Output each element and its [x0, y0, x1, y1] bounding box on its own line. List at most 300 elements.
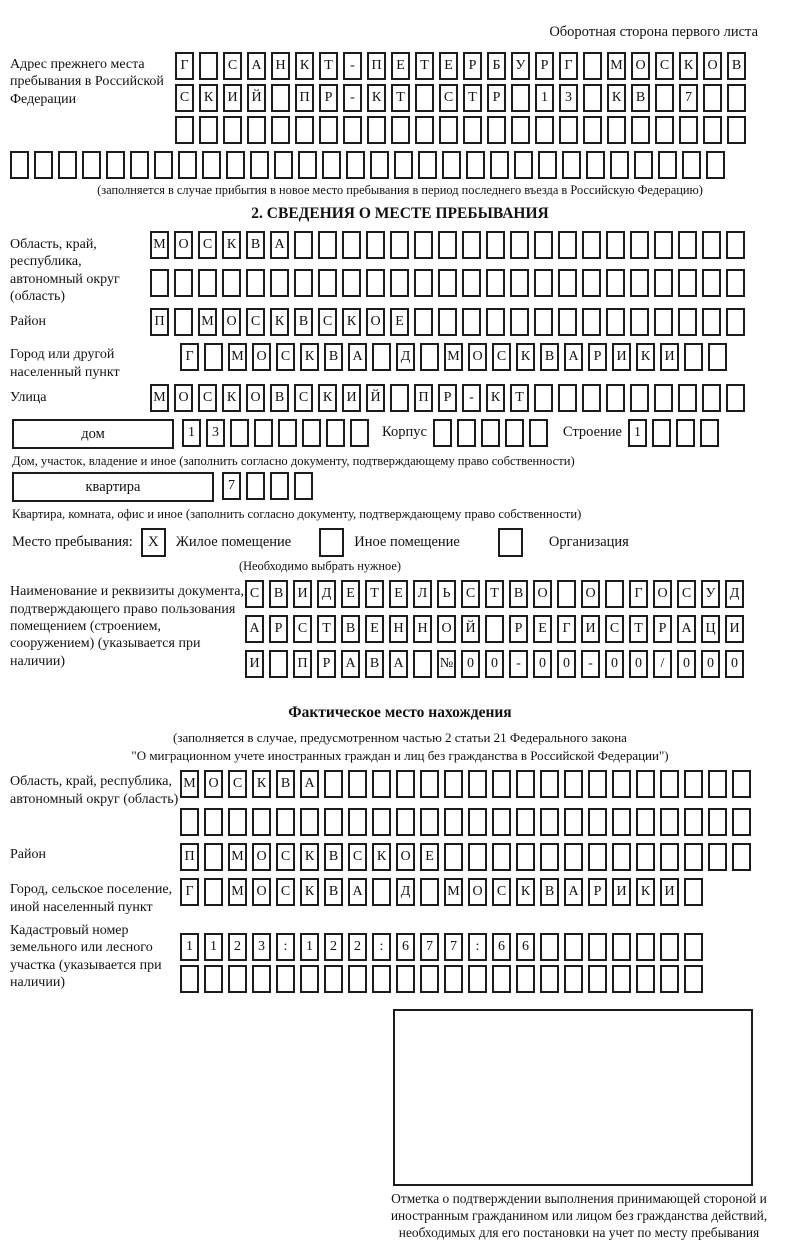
char-cell[interactable]: К	[607, 84, 626, 112]
char-cell[interactable]	[319, 116, 338, 144]
char-cell[interactable]	[612, 965, 631, 993]
char-cell[interactable]	[372, 343, 391, 371]
char-cell[interactable]: М	[444, 878, 463, 906]
char-cell[interactable]: С	[175, 84, 194, 112]
char-cell[interactable]: 2	[228, 933, 247, 961]
char-cell[interactable]	[174, 308, 193, 336]
char-cell[interactable]: С	[439, 84, 458, 112]
char-cell[interactable]: В	[341, 615, 360, 643]
char-cell[interactable]: 0	[725, 650, 744, 678]
char-cell[interactable]	[276, 808, 295, 836]
char-cell[interactable]: 2	[324, 933, 343, 961]
char-cell[interactable]	[180, 808, 199, 836]
char-cell[interactable]	[468, 770, 487, 798]
char-cell[interactable]	[204, 843, 223, 871]
char-cell[interactable]: Д	[317, 580, 336, 608]
char-cell[interactable]: О	[252, 843, 271, 871]
char-cell[interactable]: В	[324, 343, 343, 371]
char-cell[interactable]: 0	[557, 650, 576, 678]
char-cell[interactable]: Н	[389, 615, 408, 643]
char-cell[interactable]	[298, 151, 317, 179]
char-cell[interactable]: О	[437, 615, 456, 643]
char-cell[interactable]: 6	[396, 933, 415, 961]
char-cell[interactable]	[269, 650, 288, 678]
char-cell[interactable]	[679, 116, 698, 144]
char-cell[interactable]	[684, 933, 703, 961]
char-cell[interactable]	[535, 116, 554, 144]
char-cell[interactable]	[10, 151, 29, 179]
char-cell[interactable]	[511, 84, 530, 112]
char-cell[interactable]	[676, 419, 695, 447]
char-cell[interactable]	[607, 116, 626, 144]
char-cell[interactable]: Е	[420, 843, 439, 871]
char-cell[interactable]	[658, 151, 677, 179]
char-cell[interactable]	[226, 151, 245, 179]
char-cell[interactable]	[540, 933, 559, 961]
char-cell[interactable]	[564, 965, 583, 993]
char-cell[interactable]: 0	[533, 650, 552, 678]
char-cell[interactable]: К	[636, 343, 655, 371]
char-cell[interactable]: А	[270, 231, 289, 259]
char-cell[interactable]	[372, 965, 391, 993]
char-cell[interactable]: А	[247, 52, 266, 80]
char-cell[interactable]	[510, 231, 529, 259]
char-cell[interactable]	[230, 419, 249, 447]
char-cell[interactable]	[326, 419, 345, 447]
char-cell[interactable]	[557, 580, 576, 608]
char-cell[interactable]	[631, 116, 650, 144]
char-cell[interactable]	[250, 151, 269, 179]
char-cell[interactable]	[463, 116, 482, 144]
char-cell[interactable]	[610, 151, 629, 179]
char-cell[interactable]: К	[222, 384, 241, 412]
char-cell[interactable]: Й	[247, 84, 266, 112]
char-cell[interactable]	[367, 116, 386, 144]
char-cell[interactable]	[630, 231, 649, 259]
char-cell[interactable]: Д	[396, 343, 415, 371]
char-cell[interactable]: -	[343, 52, 362, 80]
char-cell[interactable]: Р	[588, 878, 607, 906]
char-cell[interactable]: О	[204, 770, 223, 798]
char-cell[interactable]: 6	[516, 933, 535, 961]
char-cell[interactable]	[702, 231, 721, 259]
char-cell[interactable]	[396, 965, 415, 993]
char-cell[interactable]	[396, 808, 415, 836]
char-cell[interactable]: -	[509, 650, 528, 678]
char-cell[interactable]	[534, 308, 553, 336]
char-cell[interactable]	[660, 808, 679, 836]
char-cell[interactable]: И	[660, 343, 679, 371]
char-cell[interactable]: :	[276, 933, 295, 961]
char-cell[interactable]	[394, 151, 413, 179]
char-cell[interactable]	[414, 269, 433, 297]
char-cell[interactable]	[130, 151, 149, 179]
char-cell[interactable]: Г	[559, 52, 578, 80]
char-cell[interactable]	[438, 231, 457, 259]
char-cell[interactable]	[294, 269, 313, 297]
char-cell[interactable]	[346, 151, 365, 179]
char-cell[interactable]: Л	[413, 580, 432, 608]
char-cell[interactable]: :	[372, 933, 391, 961]
char-cell[interactable]: О	[246, 384, 265, 412]
char-cell[interactable]	[588, 933, 607, 961]
char-cell[interactable]: И	[342, 384, 361, 412]
char-cell[interactable]: С	[198, 231, 217, 259]
char-cell[interactable]	[564, 933, 583, 961]
char-cell[interactable]	[582, 384, 601, 412]
char-cell[interactable]: М	[228, 878, 247, 906]
char-cell[interactable]: В	[269, 580, 288, 608]
char-cell[interactable]	[583, 116, 602, 144]
char-cell[interactable]: 1	[182, 419, 201, 447]
char-cell[interactable]	[606, 269, 625, 297]
char-cell[interactable]	[630, 384, 649, 412]
char-cell[interactable]	[204, 878, 223, 906]
char-cell[interactable]: Ь	[437, 580, 456, 608]
char-cell[interactable]	[559, 116, 578, 144]
char-cell[interactable]	[538, 151, 557, 179]
char-cell[interactable]: В	[270, 384, 289, 412]
char-cell[interactable]	[505, 419, 524, 447]
char-cell[interactable]: П	[367, 52, 386, 80]
char-cell[interactable]: Й	[366, 384, 385, 412]
char-cell[interactable]: 3	[206, 419, 225, 447]
char-cell[interactable]	[324, 965, 343, 993]
char-cell[interactable]	[612, 770, 631, 798]
char-cell[interactable]	[678, 231, 697, 259]
char-cell[interactable]: Е	[389, 580, 408, 608]
char-cell[interactable]: 1	[180, 933, 199, 961]
char-cell[interactable]	[606, 231, 625, 259]
char-cell[interactable]: В	[324, 878, 343, 906]
char-cell[interactable]	[492, 770, 511, 798]
char-cell[interactable]	[562, 151, 581, 179]
char-cell[interactable]: :	[468, 933, 487, 961]
char-cell[interactable]	[82, 151, 101, 179]
char-cell[interactable]	[414, 308, 433, 336]
char-cell[interactable]: Г	[180, 343, 199, 371]
char-cell[interactable]: Р	[487, 84, 506, 112]
char-cell[interactable]	[726, 308, 745, 336]
char-cell[interactable]: К	[318, 384, 337, 412]
char-cell[interactable]	[708, 343, 727, 371]
char-cell[interactable]: М	[180, 770, 199, 798]
char-cell[interactable]	[582, 308, 601, 336]
char-cell[interactable]: О	[366, 308, 385, 336]
char-cell[interactable]: К	[222, 231, 241, 259]
char-cell[interactable]	[178, 151, 197, 179]
char-cell[interactable]	[490, 151, 509, 179]
char-cell[interactable]: Е	[341, 580, 360, 608]
char-cell[interactable]: 0	[701, 650, 720, 678]
char-cell[interactable]	[420, 965, 439, 993]
char-cell[interactable]: К	[636, 878, 655, 906]
char-cell[interactable]	[433, 419, 452, 447]
char-cell[interactable]	[684, 878, 703, 906]
char-cell[interactable]	[175, 116, 194, 144]
char-cell[interactable]: Е	[439, 52, 458, 80]
char-cell[interactable]: В	[540, 343, 559, 371]
char-cell[interactable]	[372, 770, 391, 798]
char-cell[interactable]	[582, 269, 601, 297]
char-cell[interactable]	[468, 965, 487, 993]
char-cell[interactable]	[350, 419, 369, 447]
char-cell[interactable]	[486, 308, 505, 336]
char-cell[interactable]	[462, 269, 481, 297]
char-cell[interactable]	[636, 808, 655, 836]
char-cell[interactable]: К	[516, 343, 535, 371]
char-cell[interactable]	[302, 419, 321, 447]
char-cell[interactable]	[702, 308, 721, 336]
char-cell[interactable]: Т	[365, 580, 384, 608]
char-cell[interactable]: О	[396, 843, 415, 871]
char-cell[interactable]: С	[293, 615, 312, 643]
char-cell[interactable]	[540, 770, 559, 798]
char-cell[interactable]	[630, 269, 649, 297]
char-cell[interactable]	[678, 308, 697, 336]
char-cell[interactable]	[444, 965, 463, 993]
char-cell[interactable]: С	[294, 384, 313, 412]
char-cell[interactable]: №	[437, 650, 456, 678]
char-cell[interactable]: 3	[252, 933, 271, 961]
char-cell[interactable]	[564, 843, 583, 871]
char-cell[interactable]	[636, 843, 655, 871]
char-cell[interactable]	[612, 808, 631, 836]
char-cell[interactable]: С	[492, 878, 511, 906]
char-cell[interactable]	[444, 808, 463, 836]
char-cell[interactable]	[708, 843, 727, 871]
char-cell[interactable]	[588, 843, 607, 871]
char-cell[interactable]	[300, 808, 319, 836]
char-cell[interactable]	[636, 933, 655, 961]
char-cell[interactable]: О	[222, 308, 241, 336]
char-cell[interactable]	[606, 384, 625, 412]
char-cell[interactable]	[492, 843, 511, 871]
char-cell[interactable]: В	[365, 650, 384, 678]
char-cell[interactable]	[708, 770, 727, 798]
char-cell[interactable]	[276, 965, 295, 993]
char-cell[interactable]	[154, 151, 173, 179]
char-cell[interactable]	[558, 269, 577, 297]
char-cell[interactable]	[300, 965, 319, 993]
char-cell[interactable]: 7	[444, 933, 463, 961]
char-cell[interactable]	[516, 770, 535, 798]
char-cell[interactable]	[726, 269, 745, 297]
char-cell[interactable]	[420, 343, 439, 371]
char-cell[interactable]	[655, 116, 674, 144]
checkbox-organization[interactable]	[498, 528, 523, 557]
char-cell[interactable]	[540, 808, 559, 836]
char-cell[interactable]	[564, 770, 583, 798]
char-cell[interactable]: К	[252, 770, 271, 798]
char-cell[interactable]: 0	[677, 650, 696, 678]
char-cell[interactable]: 6	[492, 933, 511, 961]
char-cell[interactable]: Т	[485, 580, 504, 608]
char-cell[interactable]: Р	[269, 615, 288, 643]
char-cell[interactable]: И	[581, 615, 600, 643]
char-cell[interactable]: 0	[629, 650, 648, 678]
char-cell[interactable]	[415, 116, 434, 144]
char-cell[interactable]: Т	[319, 52, 338, 80]
char-cell[interactable]: К	[295, 52, 314, 80]
char-cell[interactable]: П	[150, 308, 169, 336]
checkbox-other-premises[interactable]	[319, 528, 344, 557]
char-cell[interactable]: С	[245, 580, 264, 608]
char-cell[interactable]	[682, 151, 701, 179]
char-cell[interactable]: 1	[204, 933, 223, 961]
char-cell[interactable]	[439, 116, 458, 144]
char-cell[interactable]	[348, 770, 367, 798]
char-cell[interactable]: О	[631, 52, 650, 80]
char-cell[interactable]	[222, 269, 241, 297]
char-cell[interactable]: Р	[653, 615, 672, 643]
char-cell[interactable]	[106, 151, 125, 179]
char-cell[interactable]	[583, 84, 602, 112]
char-cell[interactable]	[612, 843, 631, 871]
char-cell[interactable]: Р	[588, 343, 607, 371]
char-cell[interactable]	[270, 269, 289, 297]
char-cell[interactable]	[228, 808, 247, 836]
char-cell[interactable]: О	[174, 231, 193, 259]
char-cell[interactable]: Г	[180, 878, 199, 906]
char-cell[interactable]: П	[293, 650, 312, 678]
char-cell[interactable]: С	[198, 384, 217, 412]
char-cell[interactable]	[271, 84, 290, 112]
char-cell[interactable]	[732, 843, 751, 871]
char-cell[interactable]: У	[701, 580, 720, 608]
char-cell[interactable]: А	[245, 615, 264, 643]
char-cell[interactable]: К	[679, 52, 698, 80]
char-cell[interactable]	[420, 878, 439, 906]
char-cell[interactable]	[295, 116, 314, 144]
char-cell[interactable]	[271, 116, 290, 144]
char-cell[interactable]: С	[223, 52, 242, 80]
char-cell[interactable]: К	[342, 308, 361, 336]
char-cell[interactable]	[468, 808, 487, 836]
char-cell[interactable]	[457, 419, 476, 447]
char-cell[interactable]: С	[655, 52, 674, 80]
char-cell[interactable]	[180, 965, 199, 993]
char-cell[interactable]: К	[270, 308, 289, 336]
char-cell[interactable]	[582, 231, 601, 259]
char-cell[interactable]: В	[509, 580, 528, 608]
char-cell[interactable]	[199, 52, 218, 80]
char-cell[interactable]	[58, 151, 77, 179]
char-cell[interactable]	[516, 965, 535, 993]
char-cell[interactable]: О	[468, 878, 487, 906]
char-cell[interactable]: К	[516, 878, 535, 906]
char-cell[interactable]: Е	[390, 308, 409, 336]
char-cell[interactable]	[534, 231, 553, 259]
char-cell[interactable]: С	[605, 615, 624, 643]
char-cell[interactable]: И	[612, 878, 631, 906]
char-cell[interactable]: И	[223, 84, 242, 112]
char-cell[interactable]	[706, 151, 725, 179]
char-cell[interactable]	[708, 808, 727, 836]
char-cell[interactable]	[444, 770, 463, 798]
char-cell[interactable]: В	[276, 770, 295, 798]
char-cell[interactable]: -	[343, 84, 362, 112]
char-cell[interactable]: В	[294, 308, 313, 336]
char-cell[interactable]: А	[389, 650, 408, 678]
char-cell[interactable]	[481, 419, 500, 447]
char-cell[interactable]: И	[293, 580, 312, 608]
char-cell[interactable]	[270, 472, 289, 500]
char-cell[interactable]	[322, 151, 341, 179]
char-cell[interactable]: П	[414, 384, 433, 412]
char-cell[interactable]	[684, 843, 703, 871]
char-cell[interactable]	[540, 965, 559, 993]
char-cell[interactable]	[588, 770, 607, 798]
char-cell[interactable]: К	[300, 878, 319, 906]
char-cell[interactable]: А	[348, 878, 367, 906]
char-cell[interactable]: Д	[725, 580, 744, 608]
char-cell[interactable]	[636, 965, 655, 993]
char-cell[interactable]: О	[581, 580, 600, 608]
char-cell[interactable]: Т	[510, 384, 529, 412]
char-cell[interactable]	[660, 843, 679, 871]
char-cell[interactable]	[390, 269, 409, 297]
char-cell[interactable]: С	[677, 580, 696, 608]
char-cell[interactable]: 1	[628, 419, 647, 447]
char-cell[interactable]: И	[612, 343, 631, 371]
char-cell[interactable]: С	[228, 770, 247, 798]
char-cell[interactable]	[204, 343, 223, 371]
char-cell[interactable]: С	[276, 878, 295, 906]
char-cell[interactable]	[370, 151, 389, 179]
char-cell[interactable]: Р	[319, 84, 338, 112]
char-cell[interactable]: Т	[463, 84, 482, 112]
char-cell[interactable]	[702, 384, 721, 412]
char-cell[interactable]: Н	[413, 615, 432, 643]
char-cell[interactable]	[684, 808, 703, 836]
char-cell[interactable]: М	[150, 231, 169, 259]
char-cell[interactable]: Б	[487, 52, 506, 80]
char-cell[interactable]	[652, 419, 671, 447]
char-cell[interactable]: Е	[533, 615, 552, 643]
char-cell[interactable]	[516, 843, 535, 871]
char-cell[interactable]	[468, 843, 487, 871]
char-cell[interactable]: К	[300, 343, 319, 371]
char-cell[interactable]: -	[581, 650, 600, 678]
char-cell[interactable]	[702, 269, 721, 297]
char-cell[interactable]	[294, 472, 313, 500]
char-cell[interactable]: 7	[222, 472, 241, 500]
char-cell[interactable]: О	[252, 343, 271, 371]
char-cell[interactable]: С	[348, 843, 367, 871]
char-cell[interactable]: С	[318, 308, 337, 336]
char-cell[interactable]	[586, 151, 605, 179]
char-cell[interactable]	[510, 269, 529, 297]
char-cell[interactable]: С	[276, 343, 295, 371]
char-cell[interactable]: О	[703, 52, 722, 80]
char-cell[interactable]: Й	[461, 615, 480, 643]
char-cell[interactable]	[318, 231, 337, 259]
char-cell[interactable]	[223, 116, 242, 144]
char-cell[interactable]: Т	[629, 615, 648, 643]
char-cell[interactable]: С	[276, 843, 295, 871]
char-cell[interactable]: В	[727, 52, 746, 80]
char-cell[interactable]: С	[492, 343, 511, 371]
char-cell[interactable]	[278, 419, 297, 447]
char-cell[interactable]	[654, 269, 673, 297]
char-cell[interactable]: 3	[559, 84, 578, 112]
char-cell[interactable]	[438, 269, 457, 297]
char-cell[interactable]: В	[540, 878, 559, 906]
char-cell[interactable]	[420, 770, 439, 798]
char-cell[interactable]	[348, 808, 367, 836]
char-cell[interactable]	[462, 308, 481, 336]
